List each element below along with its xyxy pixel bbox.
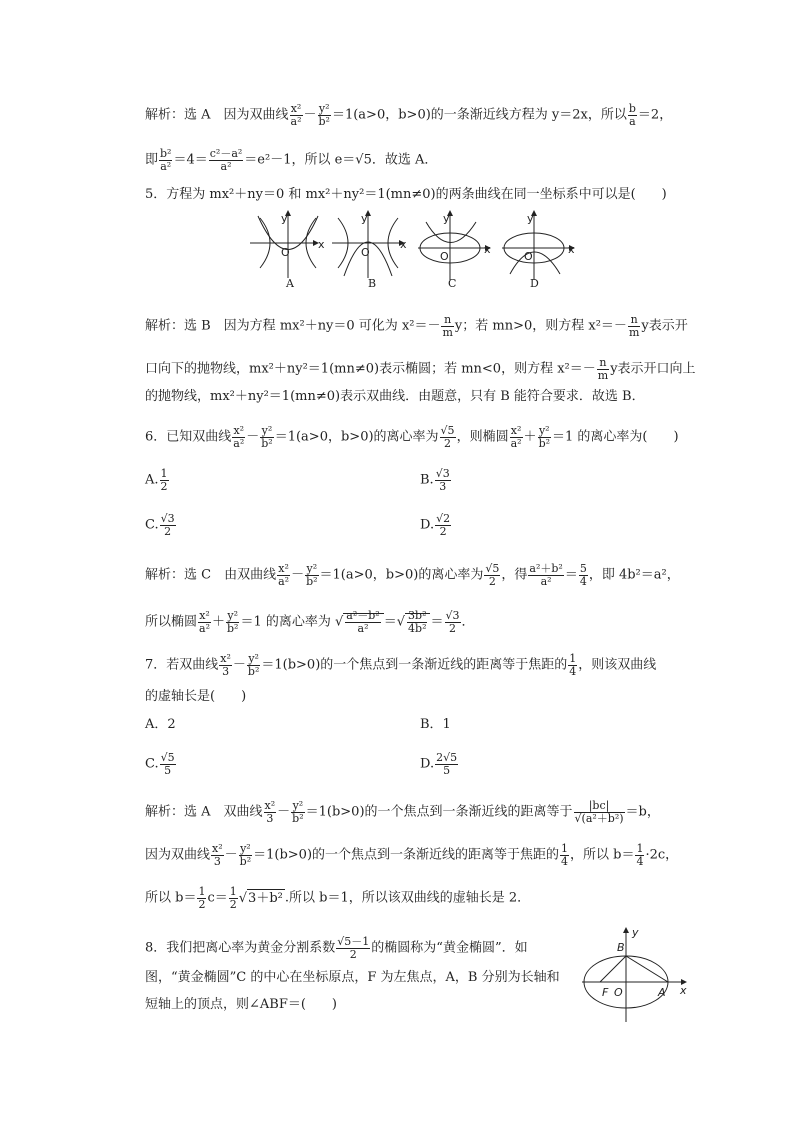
option-a-label: A bbox=[286, 277, 294, 290]
frac-x2-a2: $\frac{\text{x²}}{\text{a²}}$ bbox=[290, 102, 302, 128]
origin-label-a: O bbox=[281, 246, 290, 259]
q7-option-b[interactable]: B．1 bbox=[420, 717, 451, 732]
frac-s5m1-2: $\frac{√5-1}{2}$ bbox=[337, 935, 370, 961]
frac-5-4: $\frac{5}{4}$ bbox=[579, 562, 587, 588]
frac-s3-2: $\frac{√3}{2}$ bbox=[160, 512, 175, 538]
frac-y2-b2-s6b: $\frac{\text{y²}}{\text{b²}}$ bbox=[227, 609, 239, 635]
q5-solution-line1: 解析：选 B 因为方程 mx²＋ny＝0 可化为 x²＝－ $\frac{n}{m}$ y；若 mn>0，则方程 x²＝－ $\frac{n}{m}$ y表示开 bbox=[145, 313, 688, 339]
sqrt-3b2-4b2: √ $\frac{\text{3b²}}{\text{4b²}}$ bbox=[397, 610, 431, 634]
frac-y2-b2-q7: $\frac{\text{y²}}{\text{b²}}$ bbox=[247, 652, 260, 678]
frac-s3-2-s6: $\frac{√3}{2}$ bbox=[445, 609, 460, 635]
frac-bc-sqrt: $\frac{|bc|}{\text{√(a²＋b²)}}$ bbox=[574, 799, 624, 825]
q8-line3: 短轴上的顶点，则∠ABF＝( ) bbox=[145, 997, 337, 1012]
q7-solution-line1: 解析：选 A 双曲线 $\frac{\text{x²}}{3}$ － $\frac{\text{y²}}{\text{b²}}$ ＝1(b>0)的一个焦点到一条渐近线的距离等于 $\frac{|bc|}{\text{√(a²＋b²)}}$ ＝b， bbox=[145, 799, 660, 825]
frac-c2ma2-a2: $\frac{\text{c²－a²}}{\text{a²}}$ bbox=[209, 147, 243, 173]
q6-solution-line1: 解析：选 C 由双曲线 $\frac{\text{x²}}{\text{a²}}$ － $\frac{\text{y²}}{\text{b²}}$ ＝1(a>0，b>0)的离心率为 $\frac{√5}{2}$ ，得 $\frac{\text{a²＋b²}}{\text{a²}}$ ＝ $\frac{5}{4}$ ，即 4b²＝a²， bbox=[145, 562, 680, 588]
frac-a2pb2-a2: $\frac{\text{a²＋b²}}{\text{a²}}$ bbox=[529, 562, 563, 588]
point-b-label: B bbox=[617, 941, 625, 954]
frac-1-2-s7b: $\frac{1}{2}$ bbox=[229, 885, 237, 911]
frac-n-m-3: $\frac{n}{m}$ bbox=[597, 356, 609, 382]
frac-2s5-5: $\frac{2√5}{5}$ bbox=[436, 751, 458, 777]
golden-ellipse-figure bbox=[582, 926, 692, 1022]
sqrt-3pb2: √3＋b² bbox=[238, 890, 283, 906]
frac-x2-3-s7: $\frac{\text{x²}}{3}$ bbox=[264, 799, 276, 825]
origin-label-b: O bbox=[361, 246, 370, 259]
q6-option-d[interactable]: D. $\frac{√2}{2}$ bbox=[420, 512, 451, 538]
option-d-graph bbox=[502, 211, 574, 280]
q7-question-line1: 7．若双曲线 $\frac{\text{x²}}{3}$ － $\frac{\text{y²}}{\text{b²}}$ ＝1(b>0)的一个焦点到一条渐近线的距离等于焦距的 $\frac{1}{4}$ ，则该双曲线 bbox=[145, 652, 657, 678]
point-f-label: F bbox=[602, 986, 609, 999]
axis-y-label-b: y bbox=[361, 212, 368, 225]
q8-line1: 8．我们把离心率为黄金分割系数 $\frac{√5-1}{2}$ 的椭圆称为“黄金椭圆”．如 bbox=[145, 935, 528, 961]
q4-solution-line1: 解析：选 A 因为双曲线 $\frac{\text{x²}}{\text{a²}}$ － $\frac{\text{y²}}{\text{b²}}$ ＝1(a>0，b>0)的一条渐近线方程为 y＝2x，所以 $\frac{b}{a}$ ＝2， bbox=[145, 102, 673, 128]
origin-label-c: O bbox=[440, 250, 449, 263]
q5-question: 5．方程为 mx²＋ny＝0 和 mx²＋ny²＝1(mn≠0)的两条曲线在同一坐标系中可以是( ) bbox=[145, 187, 667, 202]
frac-x2-3-s7b: $\frac{\text{x²}}{3}$ bbox=[212, 842, 223, 868]
frac-s5-5: $\frac{√5}{5}$ bbox=[160, 751, 175, 777]
frac-n-m-2: $\frac{n}{m}$ bbox=[628, 313, 640, 339]
q7-solution-line2: 因为双曲线 $\frac{\text{x²}}{3}$ － $\frac{\text{y²}}{\text{b²}}$ ＝1(b>0)的一个焦点到一条渐近线的距离等于焦距的 $\frac{1}{4}$ ，所以 b＝ $\frac{1}{4}$ ·2c， bbox=[145, 842, 679, 868]
frac-b-a: $\frac{b}{a}$ bbox=[628, 102, 636, 128]
frac-x2-a2-q6b: $\frac{\text{x²}}{\text{a²}}$ bbox=[510, 424, 522, 450]
q6-solution-line2: 所以椭圆 $\frac{\text{x²}}{\text{a²}}$ ＋ $\frac{\text{y²}}{\text{b²}}$ ＝1 的离心率为 √ $\frac{\text{a²－b²}}{\text{a²}}$ ＝√ $\frac{\text{3b²}}{\text{4b²}}$ ＝ $\frac{√3}{2}$ ． bbox=[145, 609, 475, 635]
frac-x2-3: $\frac{\text{x²}}{3}$ bbox=[220, 652, 231, 678]
frac-3b2-4b2: $\frac{\text{3b²}}{\text{4b²}}$ bbox=[408, 609, 427, 635]
frac-y2-b2-s6: $\frac{\text{y²}}{\text{b²}}$ bbox=[306, 562, 318, 588]
q7-option-c[interactable]: C. $\frac{√5}{5}$ bbox=[145, 751, 175, 777]
q7-question-line2: 的虚轴长是( ) bbox=[145, 689, 247, 704]
q6-option-c[interactable]: C. $\frac{√3}{2}$ bbox=[145, 512, 175, 538]
frac-1-2: $\frac{1}{2}$ bbox=[160, 467, 168, 493]
origin-label-d: O bbox=[524, 250, 533, 263]
option-b-label: B bbox=[368, 277, 377, 290]
q5-solution-line3: 的抛物线，mx²＋ny²＝1(mn≠0)表示双曲线．由题意，只有 B 能符合要求．故选 B． bbox=[145, 389, 645, 404]
sqrt-a2mb2-a2: √ $\frac{\text{a²－b²}}{\text{a²}}$ bbox=[335, 610, 384, 634]
axis-y-label-c: y bbox=[443, 212, 450, 225]
frac-x2-a2-s6: $\frac{\text{x²}}{\text{a²}}$ bbox=[278, 562, 290, 588]
q6-question: 6．已知双曲线 $\frac{\text{x²}}{\text{a²}}$ － $\frac{\text{y²}}{\text{b²}}$ ＝1(a>0，b>0)的离心率为 $\frac{√5}{2}$ ，则椭圆 $\frac{\text{x²}}{\text{a²}}$ ＋ $\frac{\text{y²}}{\text{b²}}$ ＝1 的离心率为( ) bbox=[145, 424, 679, 450]
q8-line2: 图，“黄金椭圆”C 的中心在坐标原点，F 为左焦点，A，B 分别为长轴和 bbox=[145, 970, 560, 985]
frac-1-4-s7: $\frac{1}{4}$ bbox=[561, 842, 569, 868]
frac-x2-a2-q6: $\frac{\text{x²}}{\text{a²}}$ bbox=[233, 424, 245, 450]
point-a-label: A bbox=[658, 986, 666, 999]
frac-1-2-s7: $\frac{1}{2}$ bbox=[198, 885, 206, 911]
q6-option-b[interactable]: B. $\frac{√3}{3}$ bbox=[420, 467, 450, 493]
frac-1-4: $\frac{1}{4}$ bbox=[569, 652, 577, 678]
option-c-graph bbox=[418, 211, 490, 280]
origin-o-label: O bbox=[614, 986, 623, 999]
axis-y-label-q8: y bbox=[632, 926, 639, 939]
frac-x2-a2-s6b: $\frac{\text{x²}}{\text{a²}}$ bbox=[199, 609, 210, 635]
axis-x-label-q8: x bbox=[680, 984, 687, 997]
frac-s2-2: $\frac{√2}{2}$ bbox=[436, 512, 451, 538]
axis-x-label-a: x bbox=[318, 238, 325, 251]
axis-x-label-b: x bbox=[400, 238, 407, 251]
frac-1-4-s7b: $\frac{1}{4}$ bbox=[636, 842, 644, 868]
frac-a2mb2-a2: $\frac{\text{a²－b²}}{\text{a²}}$ bbox=[346, 609, 380, 635]
q6-option-a[interactable]: A. $\frac{1}{2}$ bbox=[145, 467, 168, 493]
q5-solution-line2: 口向下的抛物线，mx²＋ny²＝1(mn≠0)表示椭圆；若 mn<0，则方程 x²＝－ $\frac{n}{m}$ y表示开口向上 bbox=[145, 356, 696, 382]
q7-option-a[interactable]: A．2 bbox=[145, 717, 176, 732]
frac-s5-2-s6: $\frac{√5}{2}$ bbox=[485, 562, 500, 588]
option-c-label: C bbox=[448, 277, 457, 290]
frac-y2-b2-q6b: $\frac{\text{y²}}{\text{b²}}$ bbox=[538, 424, 551, 450]
frac-y2-b2-s7: $\frac{\text{y²}}{\text{b²}}$ bbox=[292, 799, 304, 825]
option-d-label: D bbox=[530, 277, 539, 290]
axis-y-label-d: y bbox=[527, 212, 534, 225]
axis-x-label-d: x bbox=[568, 243, 575, 256]
axis-x-label-c: x bbox=[484, 243, 491, 256]
q7-solution-line3: 所以 b＝ $\frac{1}{2}$ c＝ $\frac{1}{2}$ √3＋b² .所以 b＝1，所以该双曲线的虚轴长是 2． bbox=[145, 885, 531, 911]
option-b-graph bbox=[332, 211, 404, 278]
frac-s5-2: $\frac{√5}{2}$ bbox=[440, 424, 455, 450]
frac-s3-3: $\frac{√3}{3}$ bbox=[435, 467, 450, 493]
frac-y2-b2: $\frac{\text{y²}}{\text{b²}}$ bbox=[318, 102, 330, 128]
axis-y-label-a: y bbox=[281, 212, 288, 225]
frac-y2-b2-q6: $\frac{\text{y²}}{\text{b²}}$ bbox=[261, 424, 273, 450]
frac-n-m: $\frac{n}{m}$ bbox=[442, 313, 453, 339]
q4-solution-line2: 即 $\frac{\text{b²}}{\text{a²}}$ ＝4＝ $\frac{\text{c²－a²}}{\text{a²}}$ ＝e²－1，所以 e＝√5．故选 A． bbox=[145, 147, 438, 173]
frac-b2-a2: $\frac{\text{b²}}{\text{a²}}$ bbox=[160, 147, 172, 173]
frac-y2-b2-s7b: $\frac{\text{y²}}{\text{b²}}$ bbox=[239, 842, 252, 868]
q7-option-d[interactable]: D. $\frac{2√5}{5}$ bbox=[420, 751, 458, 777]
